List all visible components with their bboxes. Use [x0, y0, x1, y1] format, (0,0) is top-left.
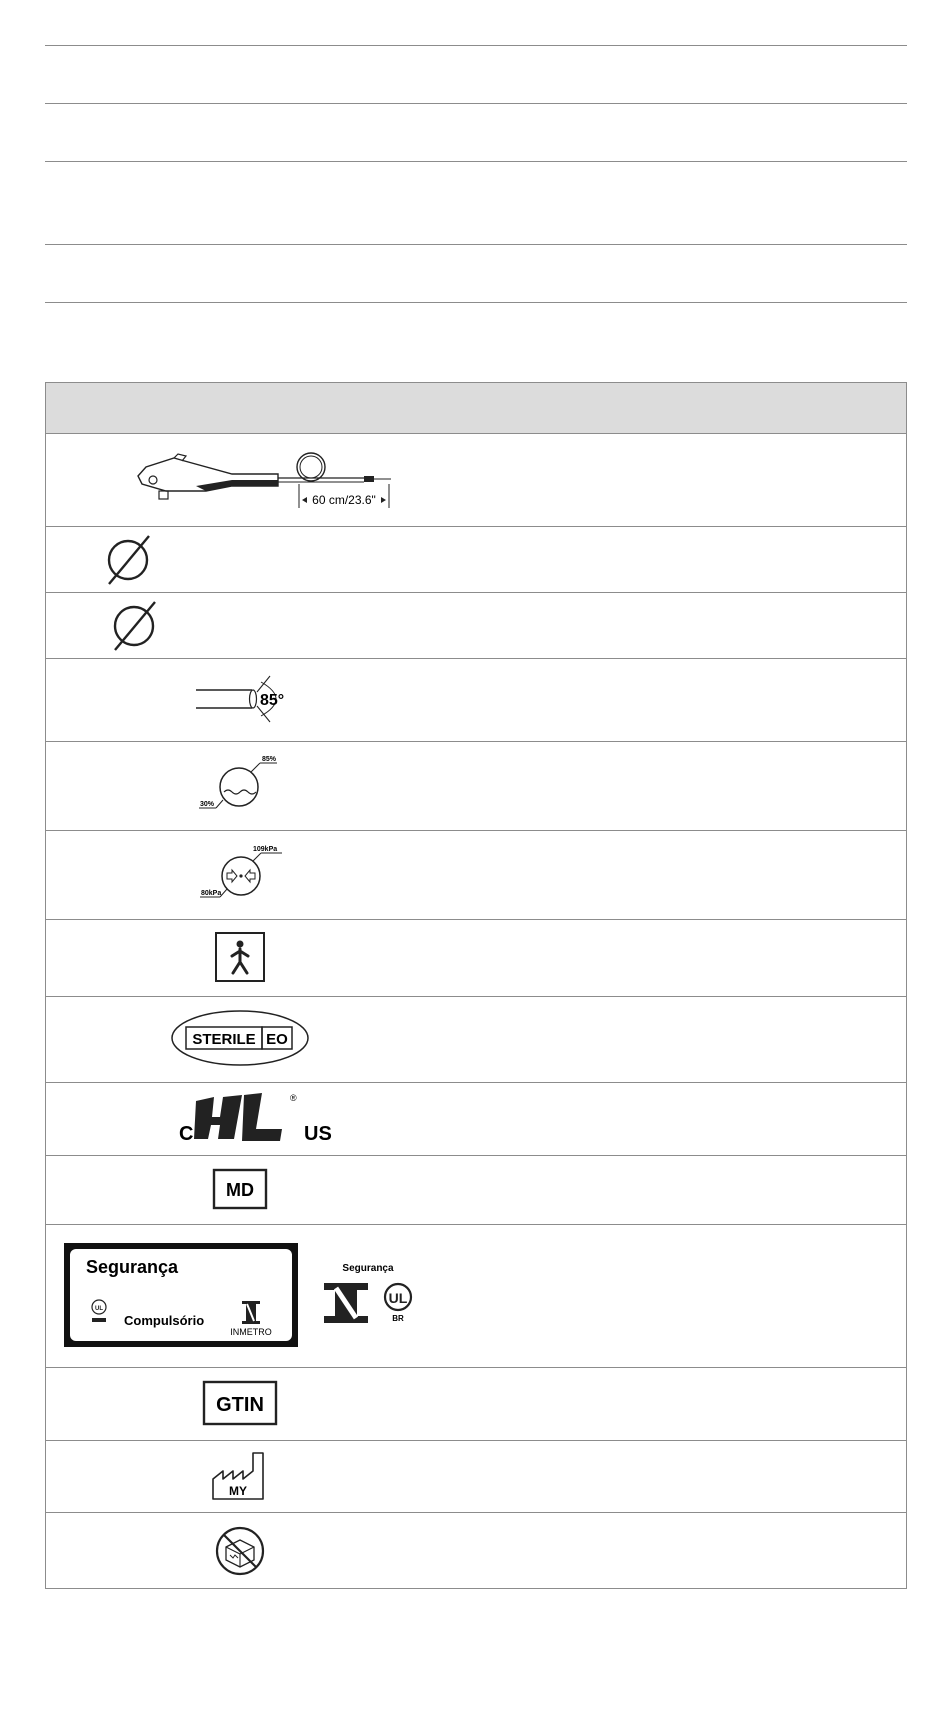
do-not-use-if-damaged-icon	[46, 1513, 906, 1588]
svg-text:UL: UL	[95, 1306, 103, 1312]
table-row	[46, 1440, 906, 1512]
rule-line	[45, 103, 907, 104]
humidity-limit-icon	[46, 742, 906, 830]
table-row	[46, 433, 906, 526]
table-row	[46, 526, 906, 592]
table-row	[46, 1367, 906, 1440]
table-row	[46, 741, 906, 830]
angle-label: 85°	[260, 692, 285, 709]
ul-c-label: C	[179, 1123, 194, 1145]
table-row	[46, 658, 906, 741]
table-header-row	[46, 383, 906, 433]
inmetro-safety-icon	[46, 1225, 906, 1367]
pressure-lower-label: 80kPa	[201, 890, 222, 897]
rule-line	[45, 161, 907, 162]
table-row	[46, 919, 906, 996]
country-of-manufacture-icon	[46, 1441, 906, 1512]
table-row	[46, 1155, 906, 1224]
type-bf-applied-part-icon	[46, 920, 906, 996]
sterile-method-label: EO	[266, 1031, 288, 1048]
diameter-icon	[46, 527, 906, 593]
gtin-label: GTIN	[216, 1394, 264, 1416]
sterile-eo-icon	[46, 997, 906, 1082]
svg-text:UL: UL	[388, 1290, 408, 1306]
registered-mark: ®	[290, 1093, 297, 1103]
rule-line	[45, 45, 907, 46]
medical-device-icon	[46, 1156, 906, 1224]
manufacture-country-label: MY	[229, 1484, 247, 1498]
rule-line	[45, 302, 907, 303]
ul-br-label: BR	[392, 1314, 404, 1323]
diameter-icon	[46, 593, 906, 659]
gtin-icon	[46, 1368, 906, 1440]
inmetro-compulsory-label: Compulsório	[124, 1313, 205, 1328]
table-row	[46, 996, 906, 1082]
rule-line	[45, 244, 907, 245]
inmetro-title: Segurança	[86, 1257, 179, 1277]
pressure-upper-label: 109kPa	[253, 846, 278, 853]
humidity-lower-label: 30%	[200, 801, 215, 808]
humidity-upper-label: 85%	[262, 756, 277, 763]
table-row	[46, 1224, 906, 1367]
device-cable-icon	[46, 434, 906, 526]
inmetro-small-title: Segurança	[342, 1263, 394, 1274]
table-row	[46, 592, 906, 658]
cable-length-label: 60 cm/23.6"	[312, 493, 376, 507]
table-row	[46, 830, 906, 919]
pressure-limit-icon	[46, 831, 906, 919]
ul-us-label: US	[304, 1123, 332, 1145]
inmetro-brand-label: INMETRO	[230, 1327, 272, 1337]
symbol-table	[45, 382, 907, 1589]
sterile-label: STERILE	[192, 1031, 256, 1048]
ul-recognized-icon	[46, 1083, 906, 1155]
table-row	[46, 1512, 906, 1588]
table-row	[46, 1082, 906, 1155]
md-label: MD	[226, 1180, 254, 1200]
field-of-view-icon	[46, 659, 906, 741]
